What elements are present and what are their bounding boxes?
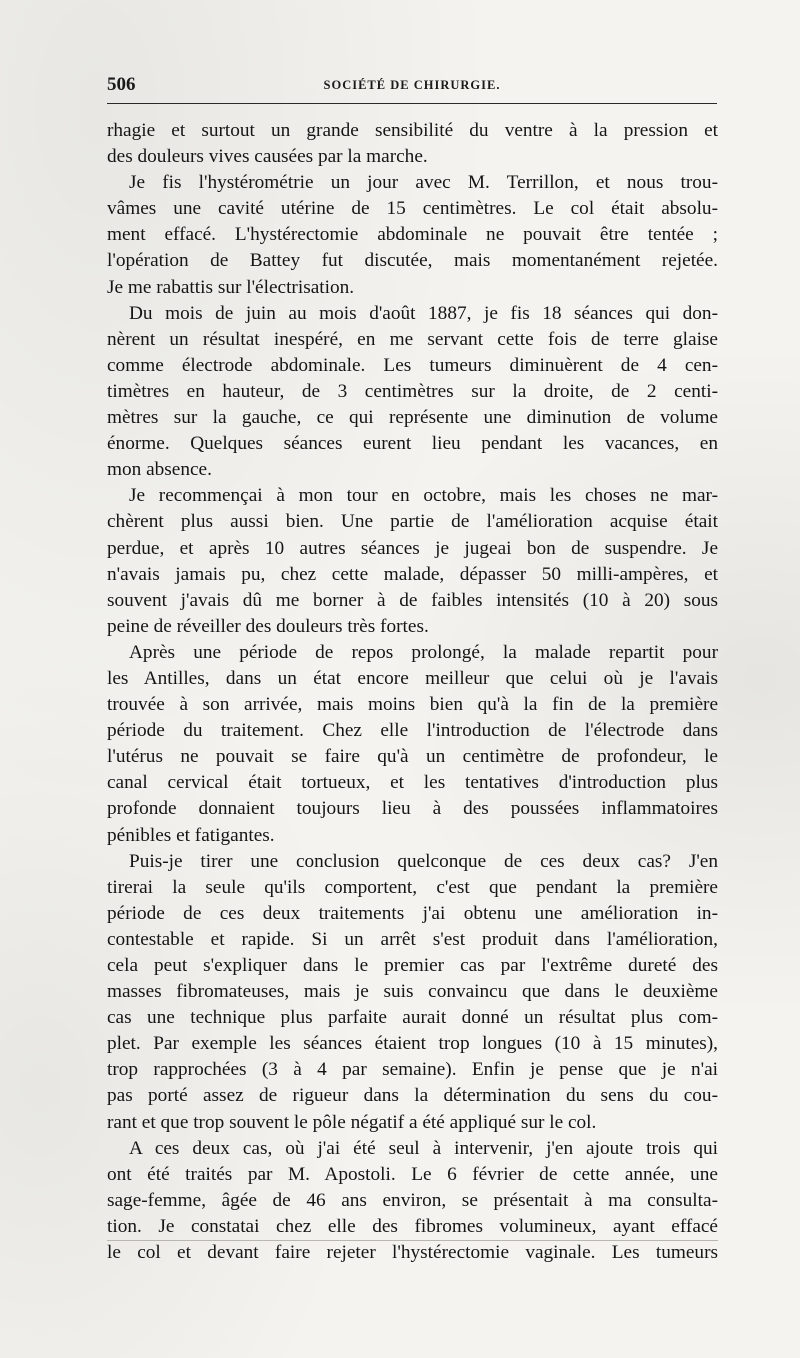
- bottom-rule: [107, 1240, 718, 1241]
- text-line: Je fis l'hystérométrie un jour avec M. Terrillon, et nous trou-: [129, 172, 718, 194]
- text-line: n'avais jamais pu, chez cette malade, dépasser 50 milli-ampères, et: [107, 563, 718, 585]
- text-line: cas une technique plus parfaite aurait donné un résultat plus com-: [107, 1007, 718, 1029]
- text-line: sage-femme, âgée de 46 ans environ, se présentait à ma consulta-: [107, 1189, 718, 1211]
- text-line: peine de réveiller des douleurs très fortes.: [107, 615, 429, 637]
- text-line: perdue, et après 10 autres séances je jugeai bon de suspendre. Je: [107, 537, 718, 559]
- text-line: comme électrode abdominale. Les tumeurs diminuèrent de 4 cen-: [107, 354, 718, 376]
- page-header: [107, 72, 717, 100]
- text-line: période du traitement. Chez elle l'introduction de l'électrode dans: [107, 720, 718, 742]
- text-line: ont été traités par M. Apostoli. Le 6 février de cette année, une: [107, 1163, 718, 1185]
- text-line: Du mois de juin au mois d'août 1887, je fis 18 séances qui don-: [129, 302, 718, 324]
- text-line: l'opération de Battey fut discutée, mais momentanément rejetée.: [107, 250, 718, 272]
- text-line: rhagie et surtout un grande sensibilité du ventre à la pression et: [107, 120, 718, 141]
- text-line: mon absence.: [107, 459, 212, 481]
- text-line: contestable et rapide. Si un arrêt s'est produit dans l'amélioration,: [107, 928, 718, 950]
- text-line: le col et devant faire rejeter l'hystérectomie vaginale. Les tumeurs: [107, 1242, 718, 1264]
- text-line: pénibles et fatigantes.: [107, 824, 275, 846]
- page-number: 506: [107, 74, 136, 95]
- text-line: Puis-je tirer une conclusion quelconque de ces deux cas? J'en: [129, 850, 718, 872]
- text-line: A ces deux cas, où j'ai été seul à intervenir, j'en ajoute trois qui: [129, 1137, 718, 1159]
- text-line: plet. Par exemple les séances étaient trop longues (10 à 15 minutes),: [107, 1033, 718, 1055]
- text-line: période de ces deux traitements j'ai obtenu une amélioration in-: [107, 902, 718, 924]
- text-line: nèrent un résultat inespéré, en me servant cette fois de terre glaise: [107, 328, 718, 350]
- running-title: SOCIÉTÉ DE CHIRURGIE.: [323, 78, 501, 92]
- text-line: Je me rabattis sur l'électrisation.: [107, 276, 355, 298]
- text-line: ment effacé. L'hystérectomie abdominale ne pouvait être tentée ;: [107, 224, 718, 246]
- text-line: l'utérus ne pouvait se faire qu'à un centimètre de profondeur, le: [107, 746, 718, 768]
- text-line: pas porté assez de rigueur dans la détermination du sens du cou-: [107, 1085, 718, 1107]
- text-line: les Antilles, dans un état encore meilleur que celui où je l'avais: [107, 667, 718, 689]
- text-line: trouvée à son arrivée, mais moins bien qu'à la fin de la première: [107, 694, 718, 716]
- text-line: vâmes une cavité utérine de 15 centimètres. Le col était absolu-: [107, 198, 718, 220]
- text-line: mètres sur la gauche, ce qui représente une diminution de volume: [107, 407, 718, 429]
- text-line: canal cervical était tortueux, et les tentatives d'introduction plus: [107, 772, 718, 794]
- text-line: rant et que trop souvent le pôle négatif a été appliqué sur le col.: [107, 1111, 597, 1133]
- text-line: trop rapprochées (3 à 4 par semaine). Enfin je pense que je n'ai: [107, 1059, 718, 1081]
- text-line: tion. Je constatai chez elle des fibromes volumineux, ayant effacé: [107, 1215, 718, 1237]
- text-line: souvent j'avais dû me borner à de faibles intensités (10 à 20) sous: [107, 589, 718, 611]
- text-line: timètres en hauteur, de 3 centimètres sur la droite, de 2 centi-: [107, 380, 718, 402]
- text-line: chèrent plus aussi bien. Une partie de l'amélioration acquise était: [107, 511, 718, 533]
- text-line: des douleurs vives causées par la marche.: [107, 146, 428, 168]
- text-line: tirerai la seule qu'ils comportent, c'est que pendant la première: [107, 876, 718, 898]
- text-line: Je recommençai à mon tour en octobre, mais les choses ne mar-: [129, 485, 718, 507]
- header-rule: [107, 103, 717, 104]
- body-text: [107, 118, 718, 1266]
- text-line: profonde donnaient toujours lieu à des poussées inflammatoires: [107, 798, 718, 820]
- text-line: Après une période de repos prolongé, la malade repartit pour: [129, 641, 718, 663]
- text-line: masses fibromateuses, mais je suis convaincu que dans le deuxième: [107, 981, 718, 1003]
- text-line: cela peut s'expliquer dans le premier cas par l'extrême dureté des: [107, 955, 718, 976]
- text-line: énorme. Quelques séances eurent lieu pendant les vacances, en: [107, 433, 718, 455]
